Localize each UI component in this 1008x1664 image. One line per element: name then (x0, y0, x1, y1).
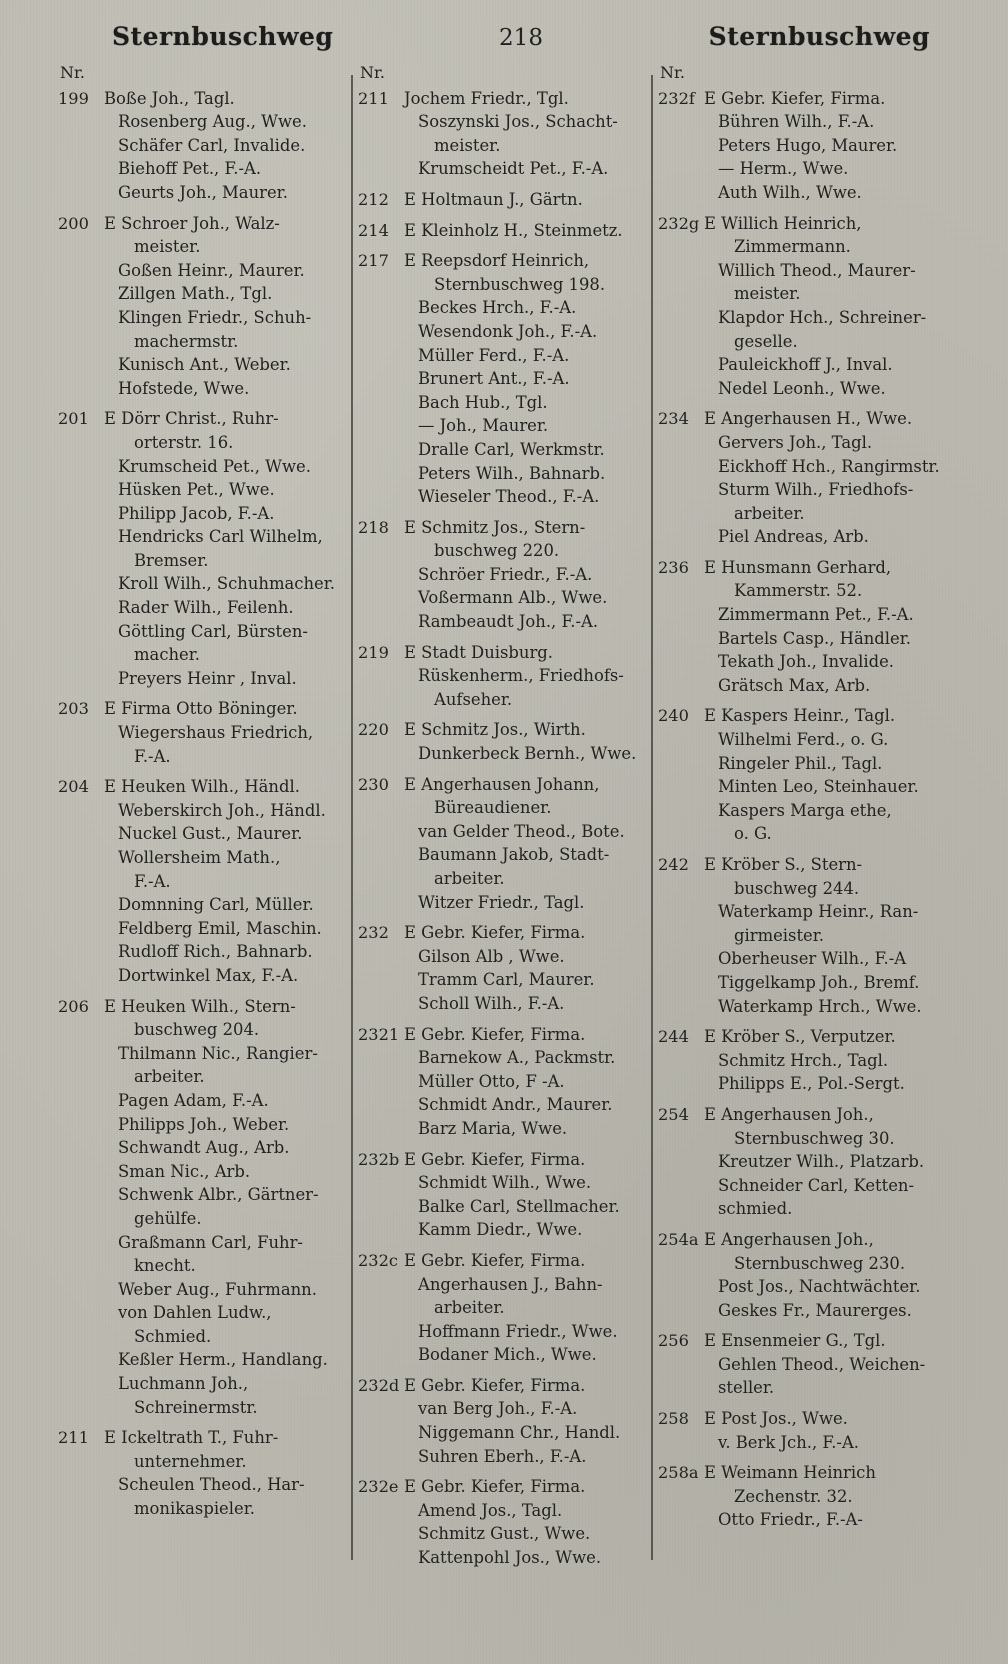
entry-line: Tekath Joh., Invalide. (718, 652, 894, 672)
entry-line: buschweg 220. (434, 541, 560, 561)
entry-line: Angerhausen J., Bahn- (418, 1274, 603, 1294)
entry-line: E Gebr. Kiefer, Firma. (404, 1375, 586, 1395)
entry-line: E Schmitz Jos., Wirth. (404, 720, 586, 740)
entry-lines (404, 921, 646, 1015)
entry-line: Schröer Friedr., F.-A. (418, 564, 593, 584)
entry-line: E Heuken Wilh., Stern- (104, 996, 296, 1016)
entry-line: Tiggelkamp Joh., Bremf. (718, 972, 920, 992)
entry-line: E Willich Heinrich, (704, 213, 862, 233)
entry-line: Auth Wilh., Wwe. (718, 182, 862, 202)
entry-line: Balke Carl, Stellmacher. (418, 1196, 620, 1216)
entry-house-number: 219 (358, 642, 389, 662)
entry-house-number: 200 (58, 213, 89, 233)
entry-line: macher. (134, 645, 200, 665)
column-label-1: Nr. (60, 63, 85, 82)
entry-line: E Kröber S., Verputzer. (704, 1027, 896, 1047)
entry-line: Schreinermstr. (134, 1397, 258, 1417)
directory-entry (358, 1148, 646, 1242)
entry-line: Sternbuschweg 230. (734, 1253, 906, 1273)
entry-house-number: 258a (658, 1463, 699, 1483)
entry-lines (404, 773, 646, 915)
entry-line: meister. (134, 237, 201, 257)
entry-line: Luchmann Joh., (118, 1374, 249, 1394)
entry-line: Barz Maria, Wwe. (418, 1118, 568, 1138)
entry-line: Willich Theod., Maurer- (718, 260, 916, 280)
entry-house-number: 211 (358, 88, 389, 108)
entry-line: Schmidt Wilh., Wwe. (418, 1173, 592, 1193)
entry-house-number: 232d (358, 1375, 400, 1395)
entry-line: Schäfer Carl, Invalide. (118, 135, 306, 155)
entry-line: Dunkerbeck Bernh., Wwe. (418, 744, 637, 764)
entry-line: Oberheuser Wilh., F.-A (718, 949, 907, 969)
entry-line: Gehlen Theod., Weichen- (718, 1354, 926, 1374)
entry-line: Bartels Casp., Händler. (718, 628, 911, 648)
entry-line: Thilmann Nic., Rangier- (118, 1043, 318, 1063)
directory-entry (658, 1461, 946, 1532)
entry-line: E Schmitz Jos., Stern- (404, 517, 586, 537)
entry-line: E Gebr. Kiefer, Firma. (404, 1149, 586, 1169)
entry-line: — Herm., Wwe. (718, 159, 849, 179)
entry-lines (704, 704, 946, 846)
entry-line: meister. (734, 284, 801, 304)
entry-line: Kaspers Marga ethe, (718, 800, 892, 820)
entry-lines (704, 87, 946, 205)
entry-line: Dralle Carl, Werkmstr. (418, 439, 605, 459)
entry-line: arbeiter. (734, 503, 805, 523)
entry-line: arbeiter. (434, 1298, 505, 1318)
entry-house-number: 232g (658, 213, 700, 233)
directory-entry (658, 212, 946, 401)
column-1 (52, 61, 352, 1566)
entry-line: Witzer Friedr., Tagl. (418, 892, 585, 912)
directory-entry (358, 1374, 646, 1468)
directory-entry (658, 1103, 946, 1221)
entry-line: Krumscheid Pet., Wwe. (118, 456, 311, 476)
entry-line: Wollersheim Math., (118, 848, 281, 867)
entry-line: E Angerhausen H., Wwe. (704, 409, 913, 429)
entry-line: Kamm Diedr., Wwe. (418, 1220, 583, 1240)
entry-house-number: 232e (358, 1477, 399, 1497)
entry-lines (404, 641, 646, 712)
entry-lines (404, 1249, 646, 1367)
entry-lines (104, 775, 346, 987)
entry-line: Keßler Herm., Handlang. (118, 1350, 328, 1370)
entry-line: E Reepsdorf Heinrich, (404, 251, 590, 271)
directory-entry (358, 1475, 646, 1569)
entry-line: Schneider Carl, Ketten- (718, 1175, 914, 1195)
entry-line: Schmitz Gust., Wwe. (418, 1524, 591, 1544)
entry-line: Rüskenherm., Friedhofs- (418, 666, 624, 686)
entry-line: van Gelder Theod., Bote. (418, 821, 625, 841)
entry-line: Bodaner Mich., Wwe. (418, 1345, 597, 1365)
entry-line: F.-A. (134, 871, 171, 891)
entry-line: Wieseler Theod., F.-A. (418, 487, 600, 507)
entry-line: Eickhoff Hch., Rangirmstr. (718, 456, 940, 476)
entry-line: Waterkamp Heinr., Ran- (718, 902, 919, 922)
entry-line: Scholl Wilh., F.-A. (418, 993, 565, 1013)
entry-line: Wesendonk Joh., F.-A. (418, 321, 598, 341)
directory-entry (658, 556, 946, 698)
entry-line: Schwenk Albr., Gärtner- (118, 1185, 319, 1205)
entry-line: unternehmer. (134, 1451, 247, 1471)
entry-line: Geurts Joh., Maurer. (118, 182, 288, 202)
entry-line: Zimmermann. (734, 237, 851, 257)
directory-entry (358, 641, 646, 712)
entry-line: o. G. (734, 824, 772, 844)
entry-line: Philipps Joh., Weber. (118, 1114, 290, 1134)
entry-lines (104, 212, 346, 401)
entry-line: monikaspieler. (134, 1499, 255, 1519)
column-entries-1 (58, 87, 346, 1521)
entry-line: buschweg 244. (734, 878, 860, 898)
entry-line: Tramm Carl, Maurer. (418, 970, 595, 990)
entry-line: — Joh., Maurer. (418, 416, 549, 436)
page-number: 218 (499, 25, 543, 51)
entry-line: E Hunsmann Gerhard, (704, 557, 892, 577)
entry-line: geselle. (734, 331, 798, 351)
entry-house-number: 254a (658, 1229, 699, 1249)
entry-house-number: 217 (358, 251, 389, 271)
entry-line: Gilson Alb , Wwe. (418, 946, 565, 966)
entry-line: Schmied. (134, 1326, 212, 1346)
entry-line: arbeiter. (434, 869, 505, 888)
entry-house-number: 230 (358, 774, 389, 794)
entry-line: E Gebr. Kiefer, Firma. (704, 88, 886, 108)
entry-house-number: 258 (658, 1409, 689, 1429)
directory-entry (658, 87, 946, 205)
directory-entry (358, 188, 646, 212)
entry-line: Dortwinkel Max, F.-A. (118, 965, 299, 985)
entry-house-number: 218 (358, 517, 389, 537)
entry-lines (104, 697, 346, 768)
entry-line: Schmitz Hrch., Tagl. (718, 1050, 889, 1070)
entry-line: E Kröber S., Stern- (704, 855, 863, 874)
entry-house-number: 199 (58, 88, 89, 108)
entry-line: Pauleickhoff J., Inval. (718, 355, 893, 375)
column-entries-3 (658, 87, 946, 1532)
entry-lines (704, 407, 946, 549)
entry-line: orterstr. 16. (134, 432, 234, 452)
entry-line: Brunert Ant., F.-A. (418, 369, 570, 389)
entry-line: Sman Nic., Arb. (118, 1161, 251, 1181)
directory-entry (658, 1329, 946, 1400)
entry-line: van Berg Joh., F.-A. (418, 1399, 578, 1419)
entry-line: E Weimann Heinrich (704, 1463, 876, 1483)
entry-line: Hofstede, Wwe. (118, 378, 250, 398)
entry-line: knecht. (134, 1256, 196, 1276)
entry-line: steller. (718, 1378, 775, 1398)
entry-line: Domnning Carl, Müller. (118, 895, 314, 915)
entry-lines (404, 219, 646, 243)
entry-line: Philipp Jacob, F.-A. (118, 503, 275, 523)
directory-entry (58, 87, 346, 205)
entry-house-number: 234 (658, 409, 689, 429)
entry-line: Sturm Wilh., Friedhofs- (718, 480, 914, 500)
entry-line: Müller Ferd., F.-A. (418, 345, 570, 365)
entry-line: Hüsken Pet., Wwe. (118, 480, 275, 500)
entry-lines (704, 853, 946, 1018)
entry-lines (704, 556, 946, 698)
entry-line: Gervers Joh., Tagl. (718, 432, 873, 452)
entry-line: Suhren Eberh., F.-A. (418, 1446, 587, 1466)
entry-line: E Dörr Christ., Ruhr- (104, 409, 279, 429)
entry-line: Sternbuschweg 30. (734, 1128, 895, 1148)
page-header (52, 22, 952, 51)
entry-line: E Ickeltrath T., Fuhr- (104, 1428, 279, 1448)
entry-house-number: 204 (58, 777, 89, 797)
entry-house-number: 244 (658, 1027, 689, 1047)
entry-line: Ringeler Phil., Tagl. (718, 753, 883, 773)
entry-lines (404, 1475, 646, 1569)
entry-line: E Kaspers Heinr., Tagl. (704, 706, 896, 726)
entry-line: Müller Otto, F -A. (418, 1071, 565, 1091)
entry-line: E Holtmaun J., Gärtn. (404, 189, 583, 209)
directory-entry (658, 1025, 946, 1096)
entry-line: gehülfe. (134, 1208, 202, 1228)
entry-lines (404, 1148, 646, 1242)
column-label-2: Nr. (360, 63, 385, 82)
entry-line: Waterkamp Hrch., Wwe. (718, 996, 922, 1016)
entry-line: Boße Joh., Tagl. (104, 88, 235, 108)
entry-line: arbeiter. (134, 1067, 205, 1087)
entry-line: Kroll Wilh., Schuhmacher. (118, 574, 335, 594)
directory-entry (658, 704, 946, 846)
header-title-right: Sternbuschweg (708, 22, 930, 51)
entry-line: E Angerhausen Joh., (704, 1229, 874, 1249)
entry-line: E Heuken Wilh., Händl. (104, 777, 300, 797)
entry-line: Büreaudiener. (434, 798, 552, 818)
entry-lines (704, 212, 946, 401)
entry-line: Klingen Friedr., Schuh- (118, 307, 312, 327)
entry-line: Grätsch Max, Arb. (718, 675, 871, 695)
entry-line: E Gebr. Kiefer, Firma. (404, 1477, 586, 1497)
directory-entry (58, 995, 346, 1420)
entry-line: Amend Jos., Tagl. (418, 1500, 563, 1520)
entry-line: E Gebr. Kiefer, Firma. (404, 1250, 586, 1270)
entry-house-number: 232b (358, 1149, 400, 1169)
entry-line: F.-A. (134, 746, 171, 766)
entry-house-number: 211 (58, 1428, 89, 1448)
entry-line: E Angerhausen Joh., (704, 1104, 874, 1124)
directory-entry (58, 212, 346, 401)
entry-lines (404, 718, 646, 765)
entry-house-number: 240 (658, 706, 689, 726)
entry-lines (404, 516, 646, 634)
entry-line: Philipps E., Pol.-Sergt. (718, 1074, 905, 1094)
directory-entry (58, 1426, 346, 1520)
entry-line: Bühren Wilh., F.-A. (718, 112, 875, 132)
entry-house-number: 220 (358, 720, 389, 740)
entry-house-number: 254 (658, 1104, 689, 1124)
entry-line: Schwandt Aug., Arb. (118, 1138, 290, 1158)
entry-line: Otto Friedr., F.-A- (718, 1510, 863, 1530)
entry-lines (704, 1025, 946, 1096)
entry-house-number: 206 (58, 996, 89, 1016)
entry-line: schmied. (718, 1199, 793, 1219)
page-content (52, 22, 952, 1622)
entry-line: Krumscheidt Pet., F.-A. (418, 159, 609, 179)
entry-line: Aufseher. (434, 689, 513, 709)
entry-line: Beckes Hrch., F.-A. (418, 298, 577, 318)
directory-entry (658, 1228, 946, 1322)
entry-line: Voßermann Alb., Wwe. (418, 588, 608, 608)
directory-entry (358, 1023, 646, 1141)
entry-line: Hendricks Carl Wilhelm, (118, 527, 323, 547)
entry-lines (704, 1461, 946, 1532)
entry-line: E Schroer Joh., Walz- (104, 213, 280, 233)
entry-line: Minten Leo, Steinhauer. (718, 777, 919, 797)
entry-house-number: 242 (658, 855, 689, 874)
entry-line: Kattenpohl Jos., Wwe. (418, 1548, 602, 1568)
entry-line: von Dahlen Ludw., (118, 1303, 272, 1323)
entry-line: Weber Aug., Fuhrmann. (118, 1279, 317, 1299)
entry-line: Wiegershaus Friedrich, (118, 723, 314, 743)
entry-lines (704, 1228, 946, 1322)
entry-line: Soszynski Jos., Schacht- (418, 112, 618, 132)
entry-line: E Firma Otto Böninger. (104, 699, 298, 719)
column-2 (352, 61, 652, 1566)
entry-lines (104, 87, 346, 205)
entry-line: Schmidt Andr., Maurer. (418, 1095, 613, 1115)
header-title-left: Sternbuschweg (112, 22, 334, 51)
directory-entry (358, 921, 646, 1015)
entry-house-number: 212 (358, 189, 389, 209)
entry-line: E Gebr. Kiefer, Firma. (404, 923, 586, 943)
entry-line: Hoffmann Friedr., Wwe. (418, 1321, 618, 1341)
entry-line: E Stadt Duisburg. (404, 642, 553, 662)
entry-line: Rudloff Rich., Bahnarb. (118, 942, 313, 962)
entry-line: meister. (434, 135, 501, 155)
column-3 (652, 61, 952, 1566)
entry-line: Zillgen Math., Tgl. (118, 284, 273, 304)
entry-line: v. Berk Jch., F.-A. (718, 1432, 860, 1452)
entry-lines (704, 1329, 946, 1400)
entry-line: E Ensenmeier G., Tgl. (704, 1331, 886, 1351)
column-entries-2 (358, 87, 646, 1570)
entry-line: Zechenstr. 32. (734, 1486, 853, 1506)
entry-line: Geskes Fr., Maurerges. (718, 1300, 912, 1320)
entry-line: Biehoff Pet., F.-A. (118, 159, 262, 179)
entry-line: Baumann Jakob, Stadt- (418, 845, 610, 865)
entry-lines (404, 188, 646, 212)
entry-line: Piel Andreas, Arb. (718, 527, 869, 547)
directory-columns (52, 61, 952, 1566)
entry-line: Bach Hub., Tgl. (418, 392, 548, 412)
entry-line: girmeister. (734, 925, 824, 945)
directory-entry (58, 697, 346, 768)
entry-house-number: 214 (358, 220, 389, 240)
directory-entry (358, 87, 646, 181)
entry-line: Rambeaudt Joh., F.-A. (418, 612, 599, 632)
directory-entry (358, 773, 646, 915)
entry-house-number: 2321 (358, 1024, 400, 1044)
entry-line: Barnekow A., Packmstr. (418, 1048, 616, 1068)
directory-entry (658, 1407, 946, 1454)
entry-line: Nedel Leonh., Wwe. (718, 378, 886, 398)
entry-line: Klapdor Hch., Schreiner- (718, 307, 927, 327)
entry-line: Rader Wilh., Feilenh. (118, 598, 294, 618)
entry-line: E Angerhausen Johann, (404, 774, 600, 794)
entry-line: Rosenberg Aug., Wwe. (118, 112, 307, 132)
entry-house-number: 232 (358, 923, 389, 943)
entry-line: Kreutzer Wilh., Platzarb. (718, 1152, 925, 1172)
entry-line: Peters Wilh., Bahnarb. (418, 463, 606, 483)
entry-line: Feldberg Emil, Maschin. (118, 918, 322, 938)
entry-lines (104, 1426, 346, 1520)
entry-line: Kunisch Ant., Weber. (118, 355, 291, 375)
entry-house-number: 236 (658, 557, 689, 577)
directory-entry (358, 219, 646, 243)
entry-house-number: 203 (58, 699, 89, 719)
entry-line: E Post Jos., Wwe. (704, 1409, 848, 1429)
entry-line: Preyers Heinr , Inval. (118, 668, 297, 688)
entry-line: machermstr. (134, 331, 239, 351)
entry-line: Goßen Heinr., Maurer. (118, 260, 305, 280)
directory-entry (358, 718, 646, 765)
entry-line: Sternbuschweg 198. (434, 274, 606, 294)
entry-line: E Kleinholz H., Steinmetz. (404, 220, 623, 240)
directory-entry (358, 1249, 646, 1367)
directory-entry (58, 775, 346, 987)
entry-lines (704, 1103, 946, 1221)
entry-house-number: 232c (358, 1250, 398, 1270)
directory-entry (358, 516, 646, 634)
entry-line: Pagen Adam, F.-A. (118, 1090, 269, 1110)
entry-lines (104, 995, 346, 1420)
entry-line: Graßmann Carl, Fuhr- (118, 1232, 303, 1252)
directory-entry (358, 249, 646, 509)
entry-house-number: 232f (658, 88, 695, 108)
directory-entry (658, 407, 946, 549)
entry-line: E Gebr. Kiefer, Firma. (404, 1024, 586, 1044)
entry-line: Peters Hugo, Maurer. (718, 135, 898, 155)
entry-line: Jochem Friedr., Tgl. (404, 88, 569, 108)
column-label-3: Nr. (660, 63, 685, 82)
directory-entry (658, 853, 946, 1018)
entry-house-number: 201 (58, 409, 89, 429)
entry-lines (404, 87, 646, 181)
entry-line: Post Jos., Nachtwächter. (718, 1277, 921, 1297)
entry-lines (404, 1023, 646, 1141)
entry-lines (404, 249, 646, 509)
entry-line: Nuckel Gust., Maurer. (118, 824, 303, 844)
entry-line: Bremser. (134, 550, 209, 570)
entry-lines (104, 407, 346, 690)
entry-line: Wilhelmi Ferd., o. G. (718, 730, 889, 750)
entry-line: Kammerstr. 52. (734, 581, 863, 601)
entry-line: Göttling Carl, Bürsten- (118, 621, 308, 641)
entry-line: Scheulen Theod., Har- (118, 1475, 305, 1495)
entry-line: buschweg 204. (134, 1020, 260, 1040)
entry-line: Weberskirch Joh., Händl. (118, 800, 326, 820)
directory-entry (58, 407, 346, 690)
entry-lines (404, 1374, 646, 1468)
entry-line: Zimmermann Pet., F.-A. (718, 605, 914, 625)
entry-house-number: 256 (658, 1331, 689, 1351)
entry-lines (704, 1407, 946, 1454)
entry-line: Niggemann Chr., Handl. (418, 1423, 621, 1443)
